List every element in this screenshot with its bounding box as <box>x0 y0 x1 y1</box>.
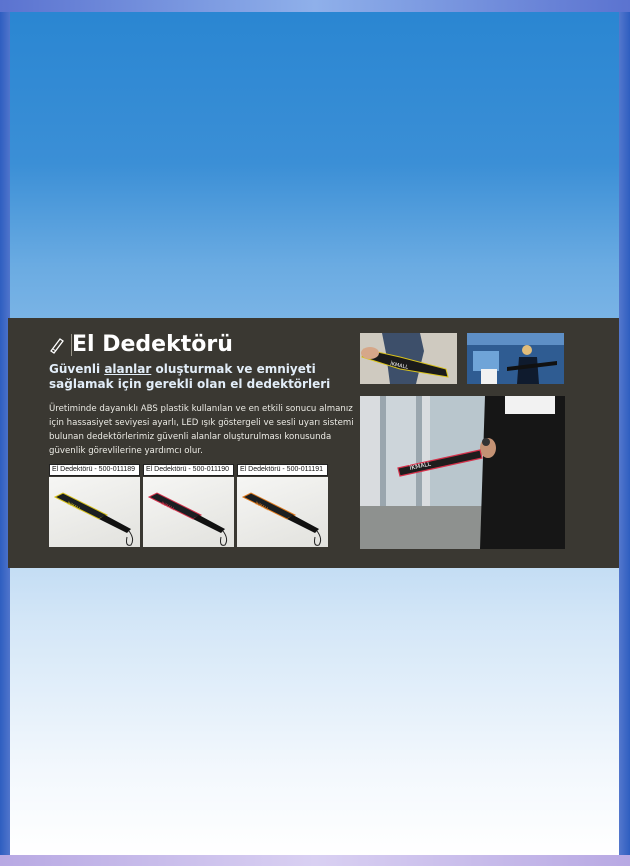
svg-text:İKMALL: İKMALL <box>254 500 270 512</box>
detector-image <box>49 477 140 547</box>
product-card <box>143 464 234 547</box>
product-label: El Dedektörü - 500-011190 <box>143 464 234 476</box>
svg-text:İKMALL: İKMALL <box>389 361 409 371</box>
svg-text:İKMALL: İKMALL <box>408 460 432 472</box>
detector-image <box>143 477 234 547</box>
description-text: Üretiminde dayanıklı ABS plastik kullanılan ve en etkili sonucu almanız için hassasiyet seviyesi ayarlı, LED ışık göstergeli ve sesli uyarı sistemi bulunan dedektörlerimiz güvenli alanlar oluşturulması konusunda güvenlik görevlilerine yardımcı olur. <box>49 404 354 456</box>
brochure-section <box>8 318 619 568</box>
photo-detector-hand <box>360 333 457 384</box>
detector-image <box>237 477 328 547</box>
svg-text:İKMALL: İKMALL <box>66 500 82 512</box>
subtitle: Güvenli alanlar oluşturmak ve emniyeti sağlamak için gerekli olan el dedektörleri <box>49 362 331 391</box>
product-label: El Dedektörü - 500-011189 <box>49 464 140 476</box>
product-card <box>237 464 328 547</box>
bottom-border-strip <box>0 855 630 866</box>
hand-detector-icon <box>48 336 66 354</box>
title-row <box>48 332 233 357</box>
product-list <box>49 464 328 547</box>
photo-guard-detector <box>360 396 565 549</box>
page-title: El Dedektörü <box>72 332 233 357</box>
top-border-strip <box>0 0 630 12</box>
title-divider <box>71 334 72 356</box>
photo-airport-scan <box>467 333 564 384</box>
product-label: El Dedektörü - 500-011191 <box>237 464 328 476</box>
svg-text:İKMALL: İKMALL <box>160 500 176 512</box>
product-card <box>49 464 140 547</box>
